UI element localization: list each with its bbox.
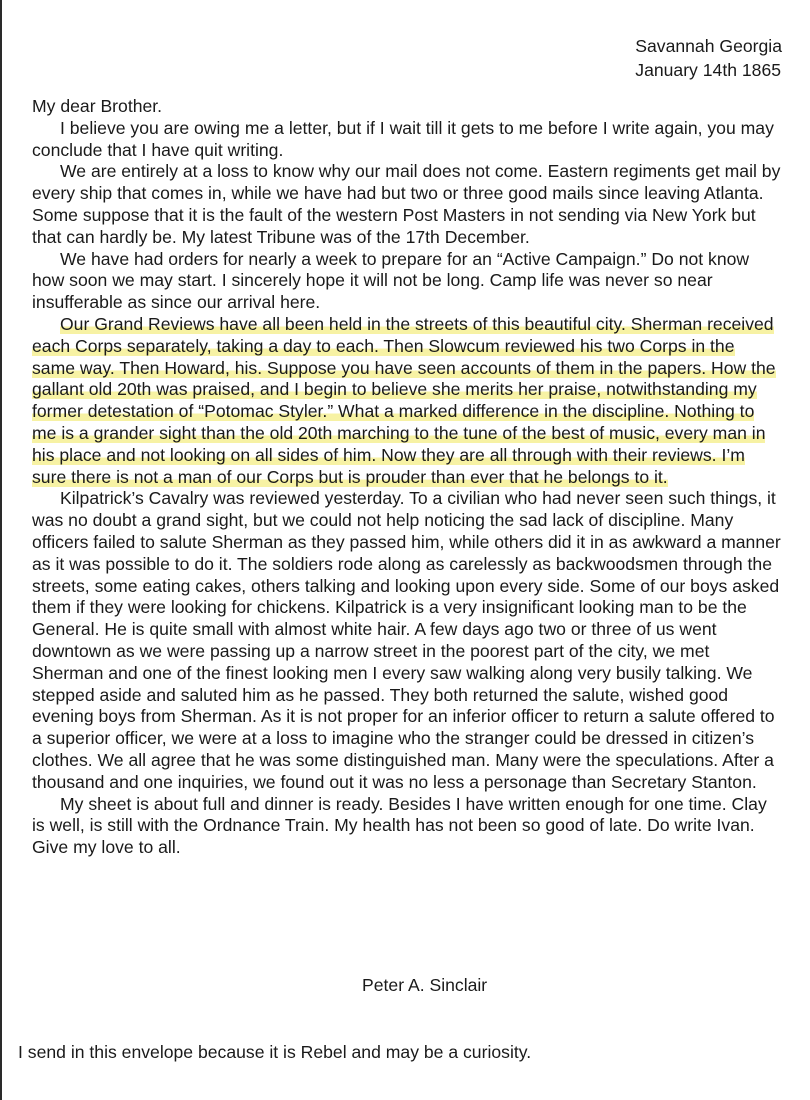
- dateline-date: January 14th 1865: [635, 60, 782, 80]
- salutation: My dear Brother.: [32, 96, 163, 116]
- scan-edge: [0, 0, 2, 1100]
- paragraph-4-highlighted: [32, 314, 782, 488]
- highlighted-text: Our Grand Reviews have all been held in the streets of this beautiful city. Sherman received each Corps separately, taking a day to each. Then Slowcum reviewed his two Corps in the same way. Then Howard, his. Suppose you have seen accounts of them in the papers. How the gallant old 20th was praised, and I begin to believe she merits her praise, notwithstanding my former detestation of “Potomac Styler.” What a marked difference in the discipline. Nothing to me is a grander sight than the old 20th marching to the tune of the best of music, every man in his place and not looking on all sides of him. Now they are all through with their reviews. I’m sure there is not a man of our Corps but is prouder than ever that he belongs to it.: [32, 313, 776, 487]
- letter-body: [32, 96, 782, 859]
- signature: Peter A. Sinclair: [362, 975, 488, 995]
- paragraph-2: We are entirely at a loss to know why our mail does not come. Eastern regiments get mail by every ship that comes in, while we have had but two or three good mails since leaving Atlanta. Some suppose that it is the fault of the western Post Masters in not sending via New York but that can hardly be. My latest Tribune was of the 17th December.: [32, 161, 781, 247]
- dateline: [635, 34, 782, 82]
- paragraph-6: My sheet is about full and dinner is ready. Besides I have written enough for one time. Clay is well, is still with the Ordnance Train. My health has not been so good of late. Do write Ivan. Give my love to all.: [32, 793, 767, 858]
- paragraph-5: Kilpatrick’s Cavalry was reviewed yesterday. To a civilian who had never seen such things, it was no doubt a grand sight, but we could not help noticing the sad lack of discipline. Many officers failed to salute Sherman as they passed him, while others did it in as awkward a manner as it was possible to do it. The soldiers rode along as carelessly as backwoodsmen through the streets, some eating cakes, others talking and looking upon every side. Some of our boys asked them if they were looking for chickens. Kilpatrick is a very insignificant looking man to be the General. He is quite small with almost white hair. A few days ago two or three of us went downtown as we were passing up a narrow street in the poorest part of the city, we met Sherman and one of the finest looking men I every saw walking along very busily talking. We stepped aside and saluted him as he passed. They both returned the salute, wished good evening boys from Sherman. As it is not proper for an inferior officer to return a salute offered to a superior officer, we were at a loss to imagine who the stranger could be dressed in citizen’s clothes. We all agree that he was some distinguished man. Many were the speculations. After a thousand and one inquiries, we found out it was no less a personage than Secretary Stanton.: [32, 488, 781, 792]
- paragraph-1: I believe you are owing me a letter, but if I wait till it gets to me before I write again, you may conclude that I have quit writing.: [32, 117, 774, 160]
- postscript: I send in this envelope because it is Rebel and may be a curiosity.: [18, 1042, 532, 1062]
- paragraph-3: We have had orders for nearly a week to prepare for an “Active Campaign.” Do not know how soon we may start. I sincerely hope it will not be long. Camp life was never so near insufferable as since our arrival here.: [32, 248, 750, 313]
- dateline-place: Savannah Georgia: [635, 36, 782, 56]
